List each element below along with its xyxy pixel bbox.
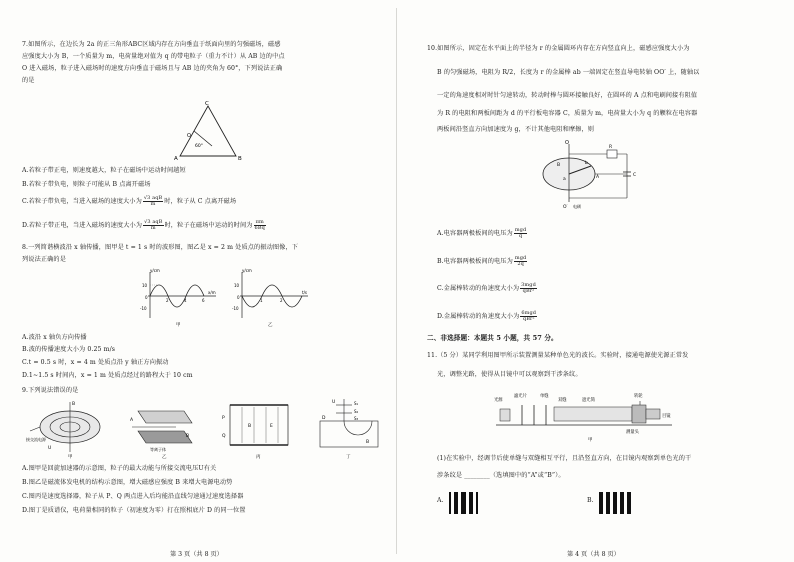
q9-option-d: D.图丁是质谱仪，电荷量相同的粒子（初速度为零）打在照相底片 D 的同一位置 (22, 507, 246, 514)
q11-label-eyepiece: 目镜 (662, 414, 671, 419)
q9-option-a: A.图甲是回旋加速器的示意图，粒子的最大动能与所接交流电压U有关 (22, 465, 217, 472)
q7-label-o: O (187, 133, 191, 139)
q8-fig1-xtick-3: 6 (202, 298, 205, 303)
q11-option-a-label: A. (437, 497, 444, 504)
q7-c-fraction: $\frac{\text{√3 aqB}}{m}$ (143, 195, 163, 207)
q11-caption-jia: 甲 (588, 438, 593, 443)
q8-fig2-xlabel: t/s (302, 290, 307, 295)
q11-sub1-line-2: 涉条纹是 ________（选填图中的“A”或“B”）。 (437, 472, 565, 479)
q7-option-b: B.若粒子带负电，则粒子可能从 B 点离开磁场 (22, 181, 151, 188)
q8-wave-graph (140, 268, 220, 328)
q11-label-filter: 滤光片 (514, 394, 527, 399)
q9-option-b: B.图乙是磁流体发电机的结构示意图，增大磁感应强度 B 来增大电源电动势 (22, 479, 233, 486)
q8-option-c: C.t = 0.5 s 时，x = 4 m 处质点沿 y 轴正方向振动 (22, 359, 169, 366)
q7-option-d: D.若粒子带正电，当进入磁场的速度大小为 $\frac{\text{√3 aqB}}{m}$ 时，粒子在磁场中运动的时间为 $\frac{\pi m}{6Bq}$ (22, 219, 265, 231)
q8-fig1-ytick-1: 10 (142, 283, 148, 288)
q9-ding-label-s3: S₃ (354, 416, 359, 421)
q11-line-2: 光，调整光路，使得从目镜中可以观察到干涉条纹。 (437, 371, 582, 378)
q10-line-1: 10.如图所示，固定在水平面上的半径为 r 的金属圆环内存在方向竖直向上，磁感应强度大小为 (427, 45, 690, 52)
q10-label-b-end: b (585, 161, 588, 166)
q8-fig2-ytick-2: 0 (237, 295, 240, 300)
q8-fig1-ylabel: y/cm (150, 268, 160, 273)
page-4-footer: 第 4 页（共 8 页） (567, 551, 620, 558)
q9-jia-label-u: U (48, 446, 52, 451)
q10-label-brush: 电刷 (573, 204, 581, 209)
q8-fig1-caption: 甲 (176, 323, 181, 328)
q11-label-tube: 遮光筒 (582, 398, 595, 403)
q9-jia-label-b: B (72, 402, 76, 407)
q7-d-fraction: $\frac{\text{√3 aqB}}{m}$ (144, 219, 163, 231)
q11-label-source: 光源 (494, 398, 503, 403)
q7-label-c: C (205, 101, 209, 107)
q9-fig-cyclotron (26, 397, 110, 459)
q9-yi-label-plasma: 等离子体 (150, 447, 166, 452)
q10-label-point-a: A (596, 175, 600, 180)
q7-line-1: 7.如图所示，在边长为 2a 的正三角形ABC区域内存在方向垂直于纸面向里的匀强磁场，磁感 (22, 41, 281, 48)
q8-fig2-xtick-2: 2 (280, 298, 283, 303)
q7-label-a: A (174, 156, 178, 162)
q8-fig1-xtick-2: 4 (184, 298, 187, 303)
q9-option-c: C.图丙是速度选择器，粒子从 P、Q 两点进入后均能沿直线匀速通过速度选择器 (22, 493, 244, 500)
page-4 (397, 0, 794, 562)
q8-fig1-ytick-2: 0 (145, 295, 148, 300)
q10-label-a: a (563, 177, 566, 182)
q8-fig1-xlabel: x/m (208, 290, 216, 295)
q11-fringe-pattern-a (449, 492, 483, 514)
q11-label-wheel: 转轮 (634, 394, 643, 399)
q7-label-b: B (238, 156, 242, 162)
q8-option-d: D.1~1.5 s 时间内，x = 1 m 处质点经过的路程大于 10 cm (22, 372, 193, 379)
q9-caption-yi: 乙 (162, 455, 167, 460)
q10-line-5: 两板间沿竖直方向加速度为 g，不计其他电阻和摩擦，则 (437, 126, 595, 133)
q9-bing-label-b: B (248, 424, 252, 429)
q7-triangle-figure (172, 100, 242, 162)
q10-line-3: 一定的角速度相对时针匀速转动，转动时棒与圆环接触良好，在圆环的 A 点和电刷间接有阻值 (437, 92, 698, 99)
q10-option-c: C.金属棒转动的角速度大小为 $\frac{\text{3mgd}}{\text{qBr²}}$ (437, 282, 536, 294)
q7-option-c: C.若粒子带负电，当进入磁场的速度大小为 $\frac{\text{√3 aqB}}{m}$ 时，粒子从 C 点离开磁场 (22, 195, 237, 207)
q8-fig2-xtick-1: 1 (260, 298, 263, 303)
q9-bing-label-e: E (270, 424, 273, 429)
q11-label-double-slit: 双缝 (558, 398, 567, 403)
q9-ding-label-u: U (332, 400, 336, 405)
q7-line-4: 的是 (22, 77, 35, 84)
q10-label-c: C (633, 173, 637, 178)
q10-ring-circuit-figure (537, 140, 647, 210)
q9-yi-label-b: B (186, 434, 190, 439)
q7-label-angle: 60° (195, 144, 203, 149)
q9-ding-label-d: D (322, 416, 326, 421)
q9-fig-mhd-generator (130, 397, 200, 459)
page-3-footer: 第 3 页（共 8 页） (170, 551, 223, 558)
q9-caption-ding: 丁 (346, 455, 351, 460)
q10-label-r: R (609, 145, 613, 150)
q7-option-a: A.若粒子带正电，则速度越大，粒子在磁场中运动时间越短 (22, 167, 186, 174)
q11-label-single-slit: 单缝 (540, 394, 549, 399)
q8-line-2: 列说法正确的是 (22, 256, 67, 263)
q7-line-3: O 进入磁场，粒子进入磁场时的速度方向垂直于磁场且与 AB 边的夹角为 60°，下列说法正确 (22, 65, 283, 72)
q9-fig-velocity-selector (222, 397, 296, 459)
q8-fig1-ytick-3: -10 (140, 306, 147, 311)
q10-line-2: B 的匀强磁场，电阻为 R/2，长度为 r 的金属棒 ab 一端固定在竖直导电转轴 OO′ 上，随轴以 (437, 69, 700, 76)
q8-vibration-graph (232, 268, 312, 328)
q7-d-fraction-2: $\frac{\pi m}{6Bq}$ (254, 219, 265, 231)
q9-ding-label-s2: S₂ (354, 409, 359, 414)
q8-fig2-ytick-3: -10 (232, 306, 239, 311)
q9-bing-label-p: P (222, 416, 225, 421)
q11-label-measuring-head: 测量头 (626, 430, 639, 435)
q9-caption-bing: 丙 (256, 455, 261, 460)
q11-fringe-pattern-b (599, 492, 633, 514)
q7-line-2: 应强度大小为 B，一个质量为 m，电荷量绝对值为 q 的带电粒子（重力不计）从 AB 边的中点 (22, 53, 285, 60)
q8-fig2-ylabel: y/cm (242, 268, 252, 273)
q8-fig2-caption: 乙 (268, 323, 273, 328)
q11-sub1-line-1: (1)在实验中，经调节后使单缝与双缝相互平行，且沿竖直方向，在目镜内观察到单色光的干 (437, 455, 692, 462)
q8-option-b: B.波的传播速度大小为 0.25 m/s (22, 346, 116, 353)
q10-label-o-prime: O′ (563, 205, 568, 210)
q11-option-b-label: B. (587, 497, 594, 504)
q9-caption-jia: 甲 (68, 455, 73, 460)
q8-option-a: A.波沿 x 轴负方向传播 (22, 334, 87, 341)
q11-apparatus-figure (492, 387, 692, 443)
q10-option-b: B.电容器两极板间的电压为 $\frac{\text{mgd}}{2q}$ (437, 255, 527, 267)
q9-jia-label-source: 接交流电源 (26, 437, 46, 442)
q8-fig1-xtick-1: 2 (166, 298, 169, 303)
q9-ding-label-s1: S₁ (354, 401, 359, 406)
q10-label-b: B (557, 163, 561, 168)
q11-line-1: 11.（5 分）某同学利用图甲所示装置测量某种单色光的波长。实验时，接通电源使光源正常发 (427, 352, 689, 359)
section-2-heading: 二、非选择题：本题共 5 小题，共 57 分。 (427, 334, 558, 342)
q9-line-1: 9.下列说法错误的是 (22, 387, 79, 394)
q8-fig2-ytick-1: 10 (234, 283, 240, 288)
q10-option-d: D.金属棒转动的角速度大小为 $\frac{\text{6mgd}}{\text{qBr²}}$ (437, 310, 537, 322)
q8-line-1: 8.一列简谐横波沿 x 轴传播，图甲是 t = 1 s 时的波形图，图乙是 x = 2 m 处质点的振动图像，下 (22, 244, 299, 251)
q10-option-a: A.电容器两极板间的电压为 $\frac{\text{mgd}}{q}$ (437, 227, 527, 239)
q9-ding-label-b: B (366, 440, 370, 445)
q10-label-o: O (565, 140, 569, 146)
q9-yi-label-a: A (130, 418, 134, 423)
q9-fig-mass-spectrometer (314, 397, 384, 459)
q10-line-4: 为 R 的电阻和两板间距为 d 的平行板电容器 C，质量为 m，电荷量大小为 q 的颗粒在电容器 (437, 110, 698, 117)
q9-bing-label-q: Q (222, 434, 226, 439)
